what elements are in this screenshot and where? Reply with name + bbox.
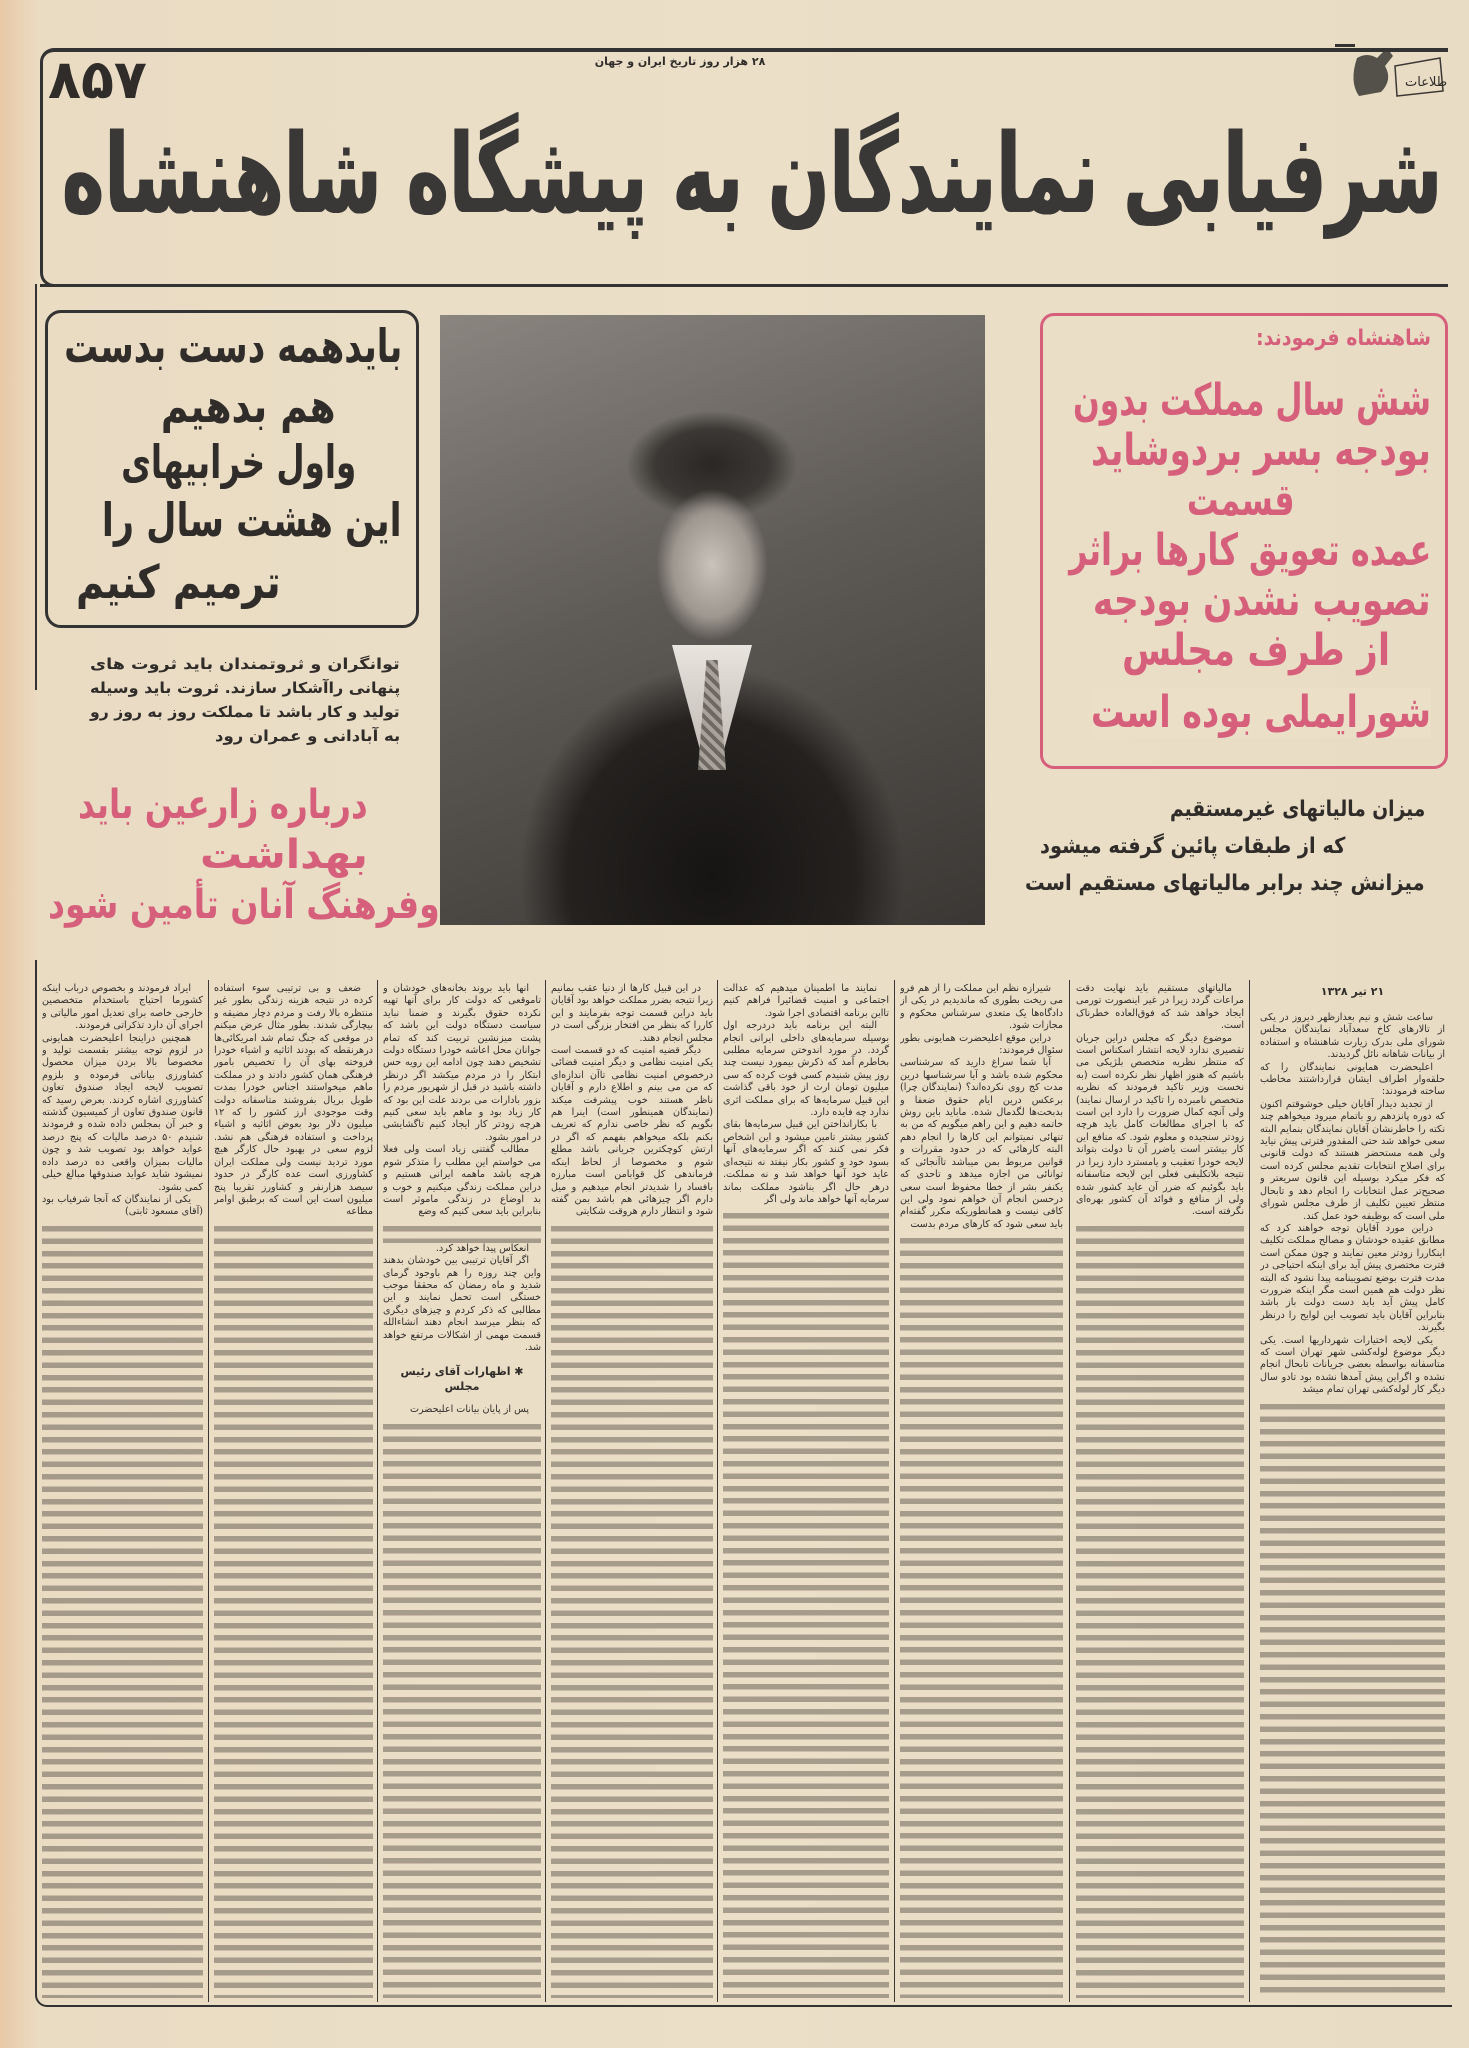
column-divider	[1249, 980, 1250, 2002]
column-text-continuation	[383, 1421, 541, 1998]
quote-box-right	[1040, 313, 1448, 769]
quote-line: قسمت	[1187, 475, 1295, 526]
column-divider	[377, 980, 378, 2002]
masthead-rule	[40, 284, 1445, 287]
quote-line: تصویب نشدن بودجه	[1093, 575, 1431, 626]
paragraph: ضعف و بی ترتیبی سوء استفاده کرده در نتیجه هزینه زندگی بطور غیر منتظره بالا رفت و مردم دچار مضیقه و بیچارگی شدند. بطور مثال عرض میکنم در موقعی که جنگ تمام شد امریکائی‌ها درهرنقطه که بودند اثاثیه و اشیاء خودرا فروخته بهای آن را تخصیص بامور فرهنگی همان کشور دادند و در مملکت ماهم میخواستند اجناس خودرا بمدت طویل بریال بفروشند متاسفانه دولت وقت موجودی ارز کشور را که ۱۲ میلیون دلار بود بعوض اثاثیه و اشیاء پرداخت و استفاده فرهنگی هم نشد. لزوم سعی در بهبود حال کارگر هیچ مورد تردید نیست ولی مملکت ایران کشاورزی است عده کارگر در حدود سیصد هزارنفر و کشاورز تقریبا پنج میلیون است این است که برطبق اوامر مطاعه	[214, 983, 373, 1218]
quote-kicker: شاهنشاه فرمودند:	[1256, 326, 1431, 351]
paragraph: پس از پایان بیانات اعلیحضرت	[409, 1404, 529, 1416]
left-subtext-line: تولید و کار باشد تا مملکت روز به روز رو	[90, 703, 400, 721]
quote-line: از طرف مجلس	[1121, 625, 1390, 676]
article-date: ۲۱ تیر ۱۳۲۸	[1320, 985, 1385, 998]
quote-line: ترمیم کنیم	[76, 555, 281, 609]
column-text-continuation	[900, 1235, 1063, 1998]
column-divider	[1069, 980, 1070, 2002]
portrait-photo	[440, 315, 985, 925]
column-text-continuation	[1076, 1223, 1244, 1998]
column-divider	[208, 980, 209, 2002]
column-divider	[894, 980, 895, 2002]
right-subhead-line: که از طبقات پائین گرفته میشود	[1039, 834, 1345, 859]
logo-text: اطلاعات	[1405, 75, 1447, 90]
article-column-2	[1076, 983, 1244, 1998]
paragraph: نمایند ما اطمینان میدهیم که عدالت اجتماعی و امنیت قضائیرا فراهم کنیم تااین برنامه اقتصادی اجرا شود.	[723, 983, 889, 1019]
quote-line: عمده تعویق کارها براثر	[1068, 525, 1431, 576]
paragraph: آیا شما سراغ دارید که سرشناسی محکوم شده باشد و آیا سرشناسها درین مدت کج روی نکرده‌اند؟ (نمایندگان چرا) برعکس درین ایام حقوق ضعفا و بدبخت‌ها لگدمال شده. ماباید باین روش خاتمه دهیم و این راهم میگویم که من به تنهائی نمیتوانم این کارها را انجام دهم البته کارهائی که در حدود مقررات و قوانین مربوط بمن میباشد تاآنجائی که توانائی من اجازه میدهد و تاحدی که یکنفر بشر از خطا محفوظ است سعی درحسن انجام آن خواهم نمود ولی این کافی نیست و همانطوریکه مکرر گفته‌ام باید سعی شود که کارهای مردم بدست	[900, 1057, 1063, 1230]
paragraph: همچنین دراینجا اعلیحضرت همایونی در لزوم توجه بیشتر بقسمت تولید و مخصوصا بالا بردن میزان محصول کشاورزی بیاناتی فرموده و بلزوم تصویب لایحه ایجاد صندوق تعاون کشاورزی اشاره کردند. بعرض رسید که قانون صندوق تعاون از کمیسیون گذشته و خبر آن بمجلس داده شده و فرمودند شنیدم ۵۰ درصد مالیات که پنج درصد عواید خواهد بود تصویب شد و چون مالیات بمیزان واقعی ده درصد داده نمیشود شاید عواید صندوقها مبالغ خیلی کمی بشود.	[42, 1032, 203, 1193]
paragraph: یکی لایحه اختیارات شهرداریها است. یکی دیگر موضوع لوله‌کشی شهر تهران است که متاسفانه بواسطه بعضی جریانات تابحال انجام نشده و اگراین پیش آمدها نشده بود تادو سال دیگر کار لوله‌کشی تهران تمام میشد	[1260, 1334, 1445, 1396]
newspaper-logo	[1335, 36, 1447, 106]
pink-headline-line: بهداشت	[200, 832, 368, 878]
column-divider	[717, 980, 718, 2002]
page-title	[62, 112, 1442, 237]
paragraph: اعلیحضرت همایونی نمایندگان را که حلقه‌وار اطراف ایشان قرارداشتند مخاطب ساخته فرمودند:	[1260, 1061, 1445, 1098]
article-column-7	[214, 983, 373, 1998]
right-subhead-line: میزانش چند برابر مالیاتهای مستقیم است	[1025, 871, 1425, 896]
quote-line: هم بدهیم	[161, 379, 336, 433]
quote-line: این هشت سال را	[102, 493, 402, 547]
left-subtext-line: توانگران و ثروتمندان باید ثروت های	[90, 655, 400, 673]
paragraph: مطالب گفتنی زیاد است ولی فعلا می خواستم این مطلب را متذکر شوم هرچه باشد ماهمه ایرانی هستیم و دراین مملکت زندگی میکنیم و خوب و بد اوضاع در زندگی ماموثر است بنابراین باید سعی کنیم که وضع	[383, 1144, 541, 1218]
right-subhead-line: میزان مالیاتهای غیرمستقیم	[1169, 797, 1425, 822]
page-number: ۸۵۷	[48, 48, 147, 111]
paragraph: دراین موقع اعلیحضرت همایونی بطور سئوال فرمودند:	[900, 1032, 1063, 1057]
pink-headline-line: وفرهنگ آنان تأمین شود	[48, 882, 440, 928]
paragraph: دراین مورد آقایان توجه خواهند کرد که مطابق عقیده خودشان و مصالح مملکت تکلیف اینکاررا زودتر معین نمایند و چون ممکن است فترت مختصری پیش آید برای اینکه احتیاجی در مدت فترت بوضع تصویبنامه پیدا نشود که البته نظر دولت هم همین است مگر اینکه ضرورت کامل پیش آید باید دست دولت باز باشد بنابراین آقایان باید تصویب این لوایح را درنظر بگیرند.	[1260, 1222, 1445, 1334]
column-divider	[545, 980, 546, 2002]
pink-headline-line: درباره زارعین باید	[78, 782, 368, 828]
paragraph: دیگر قضیه امنیت که دو قسمت است یکی امنیت نظامی و دیگر امنیت قضائی درخصوص امنیت نظامی تاآن اندازه‌ای که من می بینم و اطلاع دارم و آقایان ناظر هستند خوب پیشرفت میکند (نمایندگان همینطور است) اینرا هم بگویم که نظر خاصی ندارم که تعریف بکنم بلکه میخواهم بفهمم که اگر در ارتش کوچکترین جریانی باشد مطلع شوم و مخصوصا از لحاظ اینکه فرماندهی کل قوابامن است مبارزه بافساد را شدیدتر انجام میدهیم و میل دارم اگر چیزهائی هم باشد بمن گفته شود و انتظار دارم هروقت شکایتی	[551, 1045, 713, 1218]
paragraph: البته این برنامه باید دردرجه اول بوسیله سرمایه‌های داخلی ایرانی انجام گردد. در مورد اندوختن سرمایه مطلبی بخاطرم آمد که ذکرش بیمورد نیست چند روز پیش شنیدم کسی فوت کرده که سی میلیون تومان ارث از خود باقی گذاشت این قبیل سرمایه‌ها که برای مملکت اثری ندارد چه فایده دارد.	[723, 1020, 889, 1119]
column-text-continuation	[214, 1223, 373, 1998]
quote-line: شورایملی بوده است	[1091, 687, 1431, 738]
page-title-text: شرفیابی نمایندگان به پیشگاه شاهنشاه	[61, 110, 1442, 238]
column-text-continuation	[42, 1223, 203, 1998]
paragraph: یکی از نمایندگان که آنجا شرفیاب بود (آقای مسعود ثابتی)	[42, 1193, 203, 1218]
paragraph: با بکارانداختن این قبیل سرمایه‌ها بقای کشور بیشتر تامین میشود و این اشخاص فکر نمی کنند که اگر سرمایه‌های آنها بسود خود و کشور بکار نیفتد نه نتیجه‌ای عاید خود آنها خواهد شد و نه مملکت. درهر حال اگر بناشود مملکت بماند سرمایه آنها خواهد ماند ولی اگر	[723, 1119, 889, 1205]
article-column-5	[551, 983, 713, 1998]
paragraph: ساعت شش و نیم بعدازظهر دیروز در یکی از تالارهای کاخ سعدآباد نمایندگان مجلس شورای ملی بدرک زیارت شاهنشاه و استفاده از بیانات شاهانه نائل گردیدند.	[1260, 1012, 1445, 1061]
paragraph: شیرازه نظم این مملکت را از هم فرو می ریخت بطوری که ماندیدیم در یکی از دادگاه‌ها یک متعدی سرشناس محکوم و مجازات شود.	[900, 983, 1063, 1032]
quote-line: واول خرابیهای	[120, 435, 356, 489]
logo-illustration-icon	[1335, 36, 1447, 106]
quote-line: شش سال مملکت بدون	[1072, 375, 1431, 426]
left-subtext-line: پنهانی راآشکار سازند. ثروت باید وسیله	[89, 679, 400, 697]
quote-box-left	[45, 310, 419, 628]
paragraph: در این قبیل کارها از دنیا عقب بمانیم زیرا نتیجه بضرر مملکت خواهد بود آقایان باید دراین قسمت توجه بفرمایند و این کاررا که بنظر من افتخار بزرگی است در مجلس انجام دهند.	[551, 983, 713, 1044]
paragraph: ایراد فرمودند و بخصوص درباب اینکه کشورما احتیاج باستخدام متخصصین خارجی خاصه برای تعدیل امور مالیاتی و اجرای آن دارد تذکراتی فرمودند.	[42, 983, 203, 1032]
article-column-4	[723, 983, 889, 1998]
column-text-continuation	[383, 1223, 541, 1243]
paragraph: مالیاتهای مستقیم باید نهایت دقت مراعات گردد زیرا در غیر اینصورت تورمی ایجاد خواهد شد که فوق‌العاده خطرناک است.	[1076, 983, 1244, 1032]
article-column-3	[900, 983, 1063, 1998]
paragraph: اگر آقایان ترتیبی بین خودشان بدهند واین چند روزه را هم باوجود گرمای شدید و ماه رمضان که محققا موجب خستگی است تحمل نمایند و این مطالبی که ذکر کردم و چیزهای دیگری که بنظر میرسد انجام دهند انشاءالله قسمت مهمی از اشکالات مرتفع خواهد شد.	[383, 1255, 541, 1353]
column-text-continuation	[723, 1210, 889, 1998]
column-text-continuation	[551, 1223, 713, 1998]
series-kicker: ۲۸ هزار روز تاریخ ایران و جهان	[594, 55, 766, 68]
paragraph: از تجدید دیدار آقایان خیلی خوشوقتم اکنون که دوره پانزدهم رو باتمام میرود میخواهم چند نکته را خاطرنشان آقایان نمایندگان بنمایم البته سعی خواهد شد حتی المقدور فترتی پیش نیاید ولی همه مستحضر هستند که دولت قانونی برای اصلاح انتخابات تقدیم مجلس کرده است که فکر میکرد بوسیله این قانون سریعتر و صحیح‌تر عمل انتخابات را انجام دهد و تابحال منتظر تعیین تکلیف از طرف مجلس شورای ملی است که بوظیفه خود عمل کند.	[1260, 1098, 1445, 1222]
quote-line: بایدهمه دست بدست	[63, 319, 402, 373]
article-column-8	[42, 983, 203, 1998]
left-subtext-line: به آبادانی و عمران رود	[214, 727, 400, 745]
article-column-6	[383, 983, 541, 1998]
quote-line: بودجه بسر بردوشاید	[1091, 425, 1431, 476]
paragraph: موضوع دیگر که مجلس دراین جریان تقصیری ندارد لایحه انتشار اسکناس است که منتظر نظریه متخصص بلژیکی می باشیم که هنوز اظهار نظر نکرده است (به نخست وزیر تاکید فرمودند که نظریه متخصص نامبرده را تاکید در ارسال نمایند) ولی آنچه کمال ضرورت را دارد این است که با اجرای مطالعات کامل باید هرچه زودتر سنجیده و معلوم شود. که منافع این کار بیشتر است یاضرر آن تا دولت بتواند لایحه خودرا تعقیب و یامسترد دارد زیرا در نتیجه بلاتکلیفی فعلی این لایحه متاسفانه باید بگوئیم که ضرر آن عاید کشور شده ولی از منافع و فوائد آن کشور بهره‌ای نگرفته است.	[1076, 1032, 1244, 1218]
paragraph: انعکاس پیدا خواهد کرد.	[435, 1242, 529, 1254]
article-column-1	[1260, 983, 1445, 1998]
paragraph: آنها باید بروند بخانه‌های خودشان و تاموقعی که دولت کار برای آنها تهیه نکرده حقوق بگیرند و ضمنا نباید سیاست دستگاه دولت این باشد که پشت میزنشین تربیت کند که تمام جوانان محل اعاشه خودرا دستگاه دولت تشخیص دهند چون ادامه این رویه حس ابتکار را در مردم میکشد اگر درنظر داشته باشید در قبل از شهریور مردم را بزور بادارات می بردند علت این بود که کار زیاد بود و ماهم باید سعی کنیم هرچه زودتر کار ایجاد کنیم تاگشایشی در امور بشود.	[383, 983, 541, 1143]
section-subhead: ✱ اظهارات آقای رئیس مجلس	[400, 1365, 524, 1394]
column-text-continuation	[1260, 1401, 1445, 1998]
